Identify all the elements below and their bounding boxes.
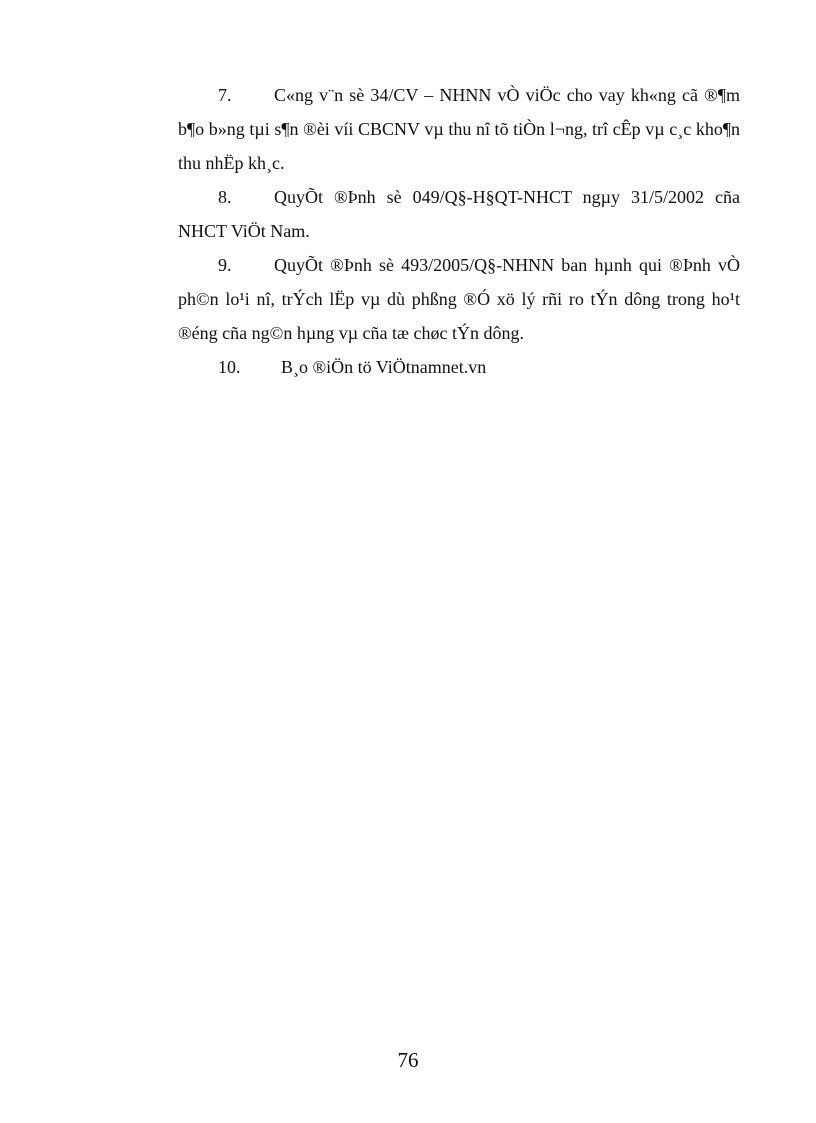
reference-text: B¸o ®iÖn tö ViÖtnamnet.vn [281, 357, 487, 377]
reference-list [178, 78, 740, 384]
reference-number: 8. [218, 187, 232, 207]
reference-item-10 [178, 350, 740, 384]
page-number: 76 [397, 1048, 419, 1072]
reference-number: 10. [218, 357, 241, 377]
reference-item-7 [178, 78, 740, 180]
reference-number: 7. [218, 85, 232, 105]
reference-text: QuyÕt ®Þnh sè 493/2005/Q§-NHNN ban hµnh qui ®Þnh vÒ ph©n lo¹i nî, trÝch lËp vµ dù phßng ®Ó xö lý rñi ro tÝn dông trong ho¹t ®éng cña ng©n hµng vµ cña tæ chøc tÝn dông. [178, 255, 740, 343]
reference-text: QuyÕt ®Þnh sè 049/Q§-H§QT-NHCT ngµy 31/5/2002 cña NHCT ViÖt Nam. [178, 187, 740, 241]
reference-text: C«ng v¨n sè 34/CV – NHNN vÒ viÖc cho vay kh«ng cã ®¶m b¶o b»ng tµi s¶n ®èi víi CBCNV vµ thu nî tõ tiÒn l¬ng, trî cÊp vµ c¸c kho¶n thu nhËp kh¸c. [178, 85, 740, 173]
reference-item-9 [178, 248, 740, 350]
reference-number: 9. [218, 255, 232, 275]
reference-item-8 [178, 180, 740, 248]
